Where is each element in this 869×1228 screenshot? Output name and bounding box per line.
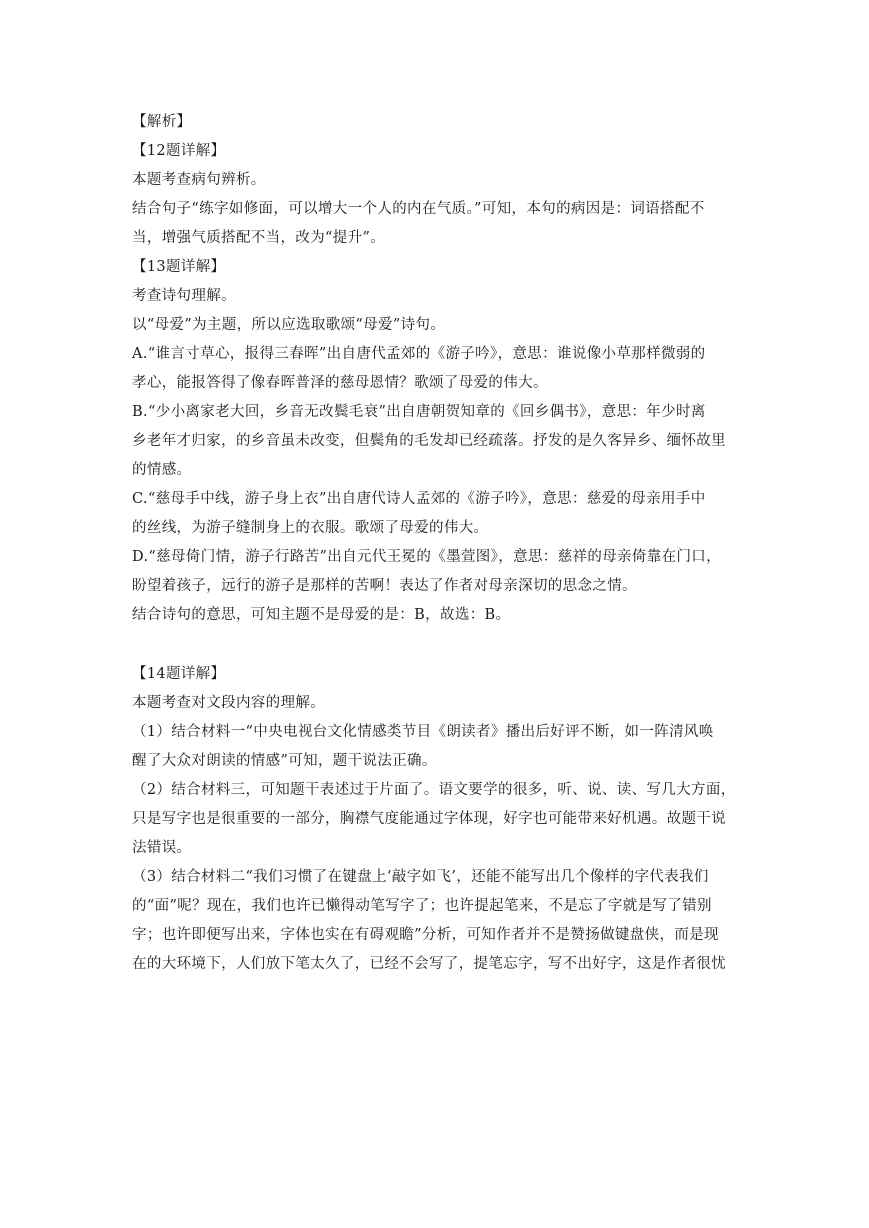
q14-line: 法错误。	[132, 840, 192, 856]
q14-section	[132, 660, 740, 979]
q14-item-3: （3）结合材料二“我们习惯了在键盘上‘敲字如飞’，还能不能写出几个像样的字代表我们	[132, 869, 709, 885]
q13-line: 乡老年才归家，的乡音虽未改变，但鬓角的毛发却已经疏落。抒发的是久客异乡、缅怀故里	[132, 433, 726, 449]
q13-line: 的情感。	[132, 462, 192, 478]
q12-section	[132, 137, 740, 253]
section-spacer	[132, 630, 740, 660]
q12-line: 结合句子“练字如修面，可以增大一个人的内在气质。”可知，本句的病因是：词语搭配不	[132, 201, 705, 217]
q14-item-1: （1）结合材料一“中央电视台文化情感类节目《朗读者》播出后好评不断，如一阵清风唤	[132, 724, 714, 740]
q13-conclusion: 结合诗句的意思，可知主题不是母爱的是：B，故选：B。	[132, 607, 511, 623]
q13-option-c: C.“慈母手中线，游子身上衣”出自唐代诗人孟郊的《游子吟》，意思：慈爱的母亲用手中	[132, 491, 706, 507]
q13-line: 以“母爱”为主题，所以应选取歌颂“母爱”诗句。	[132, 317, 446, 333]
q14-line: 醒了大众对朗读的情感”可知，题干说法正确。	[132, 753, 437, 769]
q14-line: 只是写字也是很重要的一部分，胸襟气度能通过字体现，好字也可能带来好机遇。故题干说	[132, 811, 726, 827]
q13-line: 的丝线，为游子缝制身上的衣服。歌颂了母爱的伟大。	[132, 520, 489, 536]
q14-title: 【14题详解】	[132, 666, 226, 682]
q13-title: 【13题详解】	[132, 259, 226, 275]
q14-line: 字；也许即便写出来，字体也实在有碍观瞻”分析，可知作者并不是赞扬做键盘侠，而是现	[132, 927, 719, 943]
q13-line: 考查诗句理解。	[132, 288, 236, 304]
q13-line: 孝心，能报答得了像春晖普泽的慈母恩情？歌颂了母爱的伟大。	[132, 375, 548, 391]
q13-option-b: B.“少小离家老大回，乡音无改鬓毛衰”出自唐朝贺知章的《回乡偶书》，意思：年少时离	[132, 404, 706, 420]
q12-line: 当，增强气质搭配不当，改为“提升”。	[132, 230, 386, 246]
q14-line: 的“面”呢？现在，我们也许已懒得动笔写字了；也许提起笔来，不是忘了字就是写了错别	[132, 898, 712, 914]
q14-item-2: （2）结合材料三，可知题干表述过于片面了。语文要学的很多，听、说、读、写几大方面，	[132, 782, 736, 798]
q13-line: 盼望着孩子，远行的游子是那样的苦啊！表达了作者对母亲深切的思念之情。	[132, 578, 637, 594]
q13-option-d: D.“慈母倚门情，游子行路苦”出自元代王冕的《墨萱图》，意思：慈祥的母亲倚靠在门口，	[132, 549, 721, 565]
q13-option-a: A.“谁言寸草心，报得三春晖”出自唐代孟郊的《游子吟》，意思：谁说像小草那样微弱的	[132, 346, 706, 362]
document-body	[132, 108, 740, 979]
q14-line: 本题考查对文段内容的理解。	[132, 695, 326, 711]
q12-title: 【12题详解】	[132, 143, 226, 159]
q12-line: 本题考查病句辨析。	[132, 172, 266, 188]
analysis-heading: 【解析】	[132, 114, 192, 130]
q14-line: 在的大环境下，人们放下笔太久了，已经不会写了，提笔忘字，写不出好字，这是作者很忧	[132, 956, 726, 972]
q13-section	[132, 253, 740, 630]
